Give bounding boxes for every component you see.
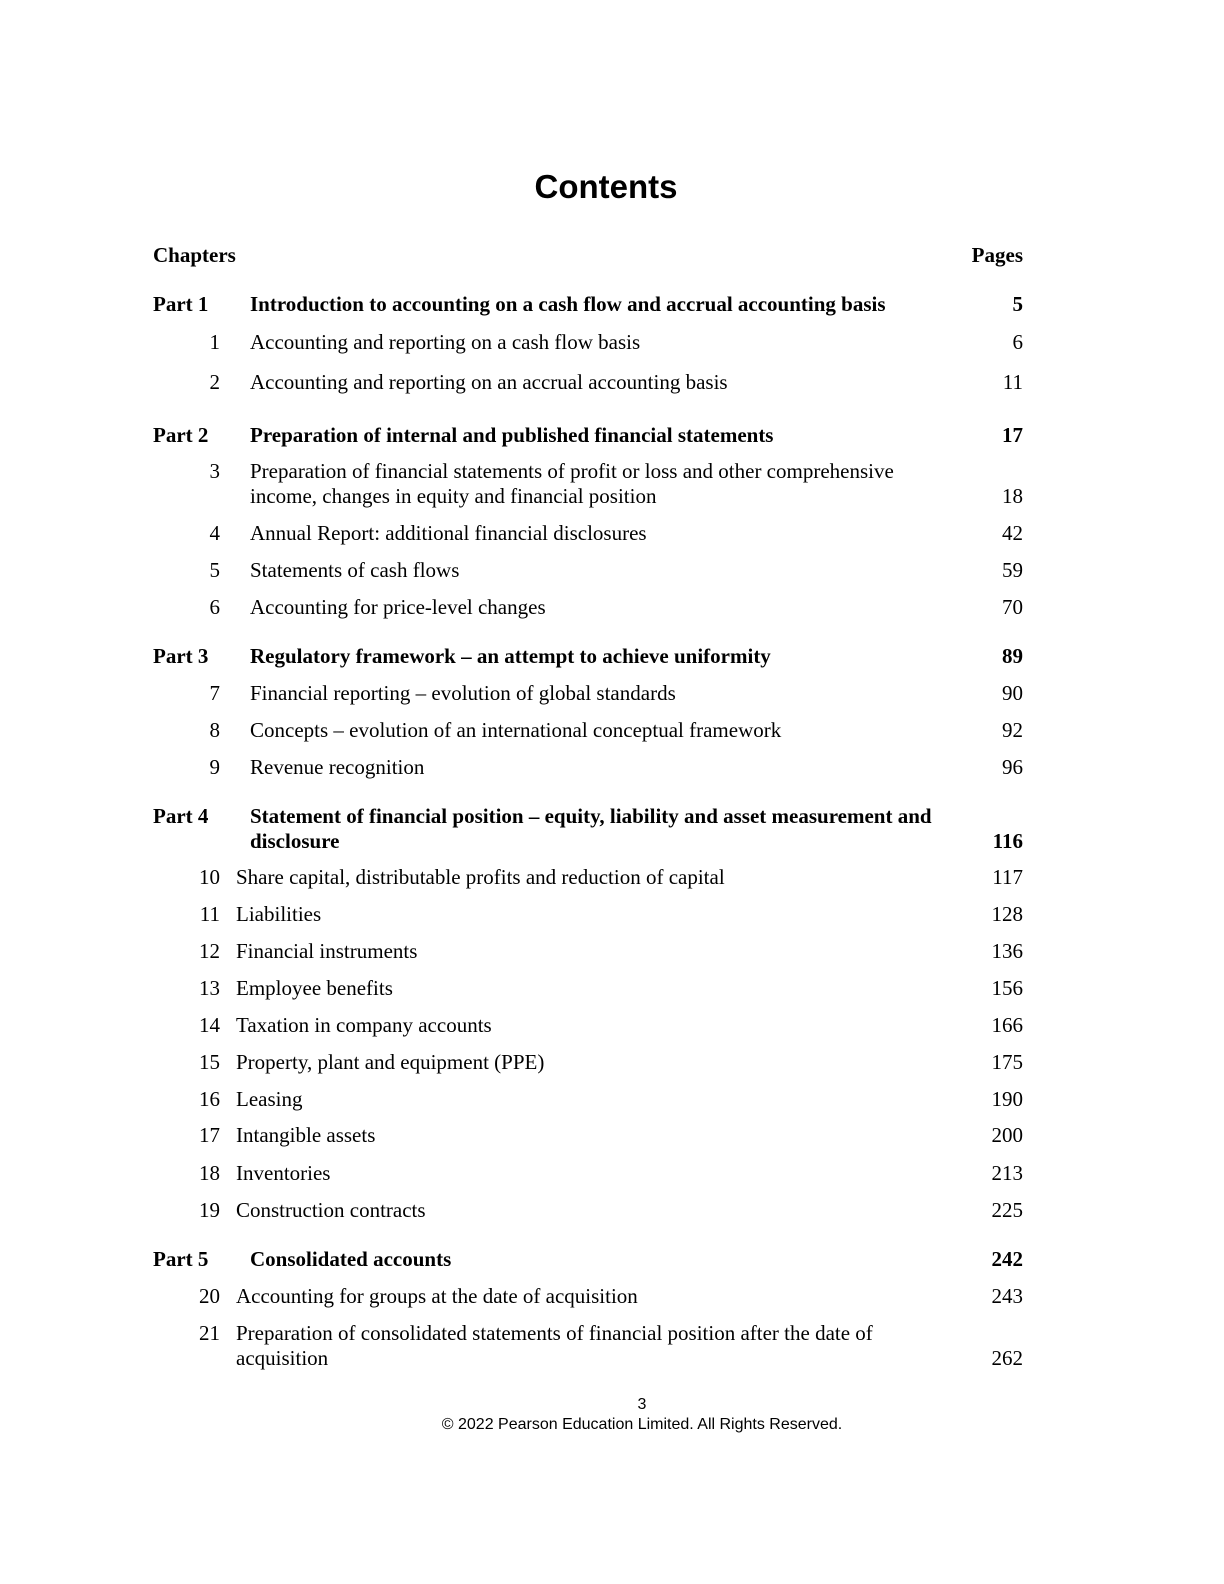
page-ref: 243 (991, 1284, 1023, 1308)
chapter-number: 1 (209, 330, 220, 354)
chapter-number: 18 (199, 1161, 220, 1185)
page-ref: 175 (991, 1050, 1023, 1074)
chapter-title: Employee benefits (236, 976, 393, 1000)
chapter-title: Accounting for groups at the date of acquisition (236, 1284, 638, 1308)
chapter-number: 21 (199, 1321, 220, 1345)
chapter-title: Property, plant and equipment (PPE) (236, 1050, 545, 1074)
page-ref: 42 (1002, 521, 1023, 545)
part-title: Preparation of internal and published financial statements (250, 423, 774, 447)
page-ref: 225 (991, 1198, 1023, 1222)
chapter-number: 9 (209, 755, 220, 779)
chapter-title: Accounting and reporting on a cash flow basis (250, 330, 641, 354)
page-number: 3 (637, 1396, 647, 1413)
page-ref: 190 (991, 1087, 1023, 1111)
chapter-title: Accounting for price-level changes (250, 595, 546, 619)
page-ref: 92 (1002, 718, 1023, 742)
page-ref: 70 (1002, 595, 1023, 619)
page-ref: 156 (991, 976, 1023, 1000)
page-ref: 116 (992, 829, 1023, 853)
pages-column-header: Pages (971, 243, 1023, 267)
chapter-title: Liabilities (236, 902, 322, 926)
chapter-number: 15 (199, 1050, 220, 1074)
part-title: Introduction to accounting on a cash flow and accrual accounting basis (250, 292, 886, 316)
page-ref: 200 (991, 1123, 1023, 1147)
chapter-number: 6 (209, 595, 220, 619)
page-ref: 128 (991, 902, 1023, 926)
part-title: Regulatory framework – an attempt to achieve uniformity (250, 644, 771, 668)
page-ref: 117 (992, 865, 1023, 889)
page-ref: 90 (1002, 681, 1023, 705)
chapter-title: Revenue recognition (250, 755, 425, 779)
chapter-number: 3 (209, 459, 220, 483)
page-ref: 166 (991, 1013, 1023, 1037)
chapter-title: Financial reporting – evolution of global standards (250, 681, 676, 705)
part-title: Statement of financial position – equity, liability and asset measurement and disclosure (250, 804, 932, 853)
chapter-title: Leasing (236, 1087, 303, 1111)
part-number: Part 3 (153, 644, 209, 668)
chapter-number: 2 (209, 370, 220, 394)
page-ref: 17 (1002, 423, 1023, 447)
page-ref: 18 (1002, 484, 1023, 508)
part-title: Consolidated accounts (250, 1247, 452, 1271)
page-ref: 11 (1002, 370, 1023, 394)
chapter-number: 20 (199, 1284, 220, 1308)
page-ref: 242 (991, 1247, 1023, 1271)
part-number: Part 1 (153, 292, 209, 316)
chapter-number: 10 (199, 865, 220, 889)
chapter-number: 5 (209, 558, 220, 582)
chapter-number: 8 (209, 718, 220, 742)
chapter-title: Inventories (236, 1161, 331, 1185)
chapter-number: 12 (199, 939, 220, 963)
page-ref: 136 (991, 939, 1023, 963)
page-ref: 59 (1002, 558, 1023, 582)
chapter-title: Financial instruments (236, 939, 418, 963)
part-number: Part 2 (153, 423, 209, 447)
chapter-number: 7 (209, 681, 220, 705)
chapter-title: Annual Report: additional financial disclosures (250, 521, 647, 545)
copyright-notice: © 2022 Pearson Education Limited. All Rights Reserved. (441, 1416, 843, 1433)
page-ref: 96 (1002, 755, 1023, 779)
page-ref: 213 (991, 1161, 1023, 1185)
chapter-number: 4 (209, 521, 220, 545)
chapter-number: 16 (199, 1087, 220, 1111)
chapters-column-header: Chapters (153, 243, 236, 267)
chapter-title: Preparation of consolidated statements of financial position after the date of acquisition (236, 1321, 873, 1370)
chapter-title: Concepts – evolution of an international conceptual framework (250, 718, 782, 742)
chapter-title: Taxation in company accounts (236, 1013, 492, 1037)
page-ref: 262 (991, 1346, 1023, 1370)
chapter-title: Construction contracts (236, 1198, 426, 1222)
chapter-number: 19 (199, 1198, 220, 1222)
part-number: Part 4 (153, 804, 209, 828)
page-ref: 6 (1012, 330, 1023, 354)
chapter-title: Preparation of financial statements of profit or loss and other comprehensive income, changes in equity and financial position (250, 459, 894, 508)
chapter-number: 13 (199, 976, 220, 1000)
chapter-title: Accounting and reporting on an accrual accounting basis (250, 370, 728, 394)
chapter-number: 11 (199, 902, 220, 926)
part-number: Part 5 (153, 1247, 209, 1271)
page-ref: 5 (1012, 292, 1023, 316)
chapter-title: Intangible assets (236, 1123, 376, 1147)
chapter-number: 14 (199, 1013, 220, 1037)
page-title: Contents (534, 168, 678, 205)
chapter-number: 17 (199, 1123, 220, 1147)
chapter-title: Statements of cash flows (250, 558, 460, 582)
chapter-title: Share capital, distributable profits and reduction of capital (236, 865, 725, 889)
page-ref: 89 (1002, 644, 1023, 668)
